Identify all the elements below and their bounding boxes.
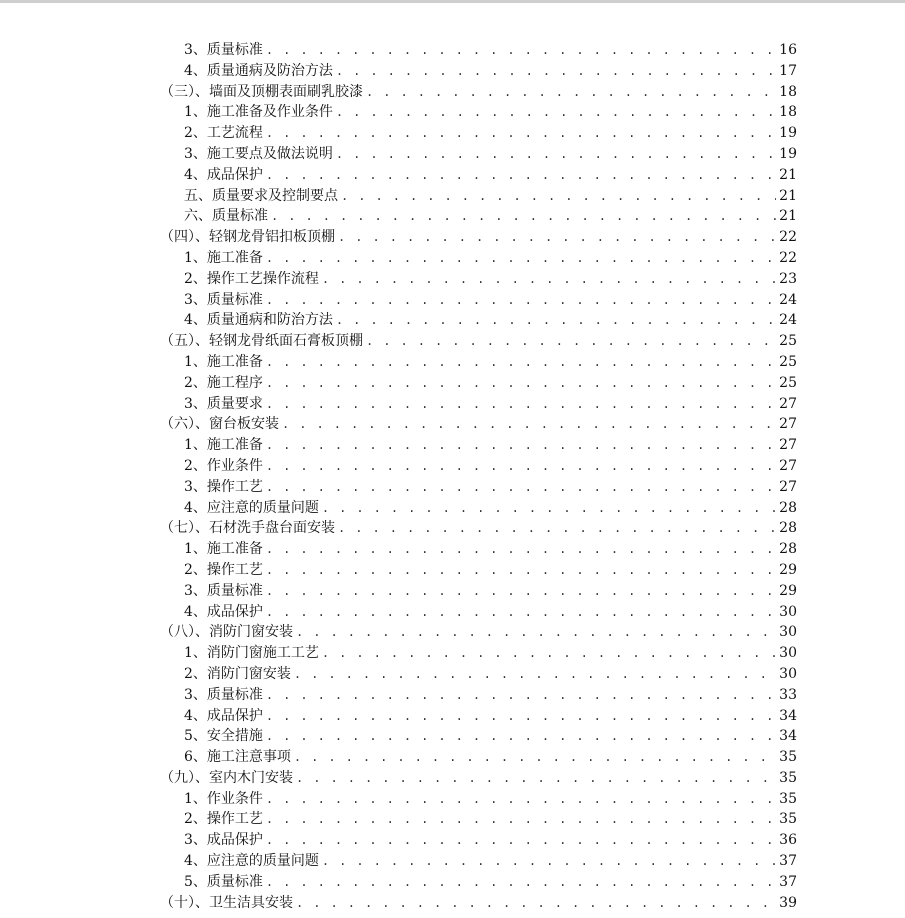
toc-entry-title: 3、质量标准 — [184, 42, 263, 58]
toc-dot-leader — [266, 539, 776, 560]
toc-dot-leader — [266, 872, 776, 893]
toc-dot-leader — [338, 227, 776, 248]
toc-entry-title: （十）、卫生洁具安装 — [160, 894, 293, 911]
toc-entry-title: 4、成品保护 — [184, 166, 263, 183]
toc-dot-leader — [322, 643, 776, 664]
toc-entry-title: 1、施工准备 — [184, 437, 263, 454]
toc-dot-leader — [266, 248, 776, 269]
toc-entry-page-number: 28 — [779, 520, 797, 537]
toc-entry[interactable] — [160, 726, 797, 747]
toc-entry-page-number: 35 — [779, 769, 797, 786]
toc-entry[interactable] — [160, 643, 797, 664]
toc-dot-leader — [266, 706, 776, 727]
toc-entry-page-number: 27 — [779, 457, 797, 474]
toc-entry-page-number: 39 — [779, 894, 797, 911]
toc-entry-page-number: 21 — [779, 166, 797, 183]
toc-dot-leader — [266, 726, 776, 747]
toc-entry-title: 六、质量标准 — [184, 208, 268, 225]
toc-entry-page-number: 36 — [779, 832, 797, 849]
toc-entry-title: 3、操作工艺 — [184, 478, 263, 495]
toc-entry-page-number: 30 — [779, 603, 797, 620]
toc-entry-page-number: 21 — [779, 208, 797, 225]
toc-dot-leader — [266, 685, 776, 706]
toc-entry-page-number: 25 — [779, 333, 797, 350]
toc-dot-leader — [266, 394, 776, 415]
toc-entry-title: 1、施工准备 — [184, 541, 263, 558]
toc-dot-leader — [282, 414, 776, 435]
toc-entry-page-number: 34 — [779, 728, 797, 745]
toc-dot-leader — [366, 82, 776, 103]
toc-entry[interactable] — [160, 144, 797, 165]
toc-entry[interactable] — [160, 539, 797, 560]
toc-dot-leader — [266, 373, 776, 394]
toc-entry-page-number: 21 — [779, 187, 797, 204]
toc-dot-leader — [336, 61, 776, 82]
toc-entry[interactable] — [160, 809, 797, 830]
toc-entry-page-number: 35 — [779, 790, 797, 807]
toc-entry-page-number: 27 — [779, 437, 797, 454]
toc-entry-page-number: 30 — [779, 665, 797, 682]
toc-entry-title: 3、成品保护 — [184, 832, 263, 849]
toc-entry-title: （四）、轻钢龙骨铝扣板顶棚 — [160, 229, 335, 246]
toc-entry-title: 3、质量标准 — [184, 291, 263, 308]
toc-entry-title: （五）、轻钢龙骨纸面石膏板顶棚 — [160, 333, 363, 350]
toc-entry[interactable] — [160, 685, 797, 706]
toc-entry-title: （三）、墙面及顶棚表面刷乳胶漆 — [160, 83, 363, 100]
toc-entry[interactable] — [160, 186, 797, 207]
toc-entry-title: 4、质量通病和防治方法 — [184, 312, 333, 329]
toc-entry-title: 2、操作工艺操作流程 — [184, 270, 319, 287]
toc-entry-page-number: 18 — [779, 83, 797, 100]
toc-entry-page-number: 34 — [779, 707, 797, 724]
toc-entry-title: 3、施工要点及做法说明 — [184, 145, 333, 162]
toc-entry-page-number: 30 — [779, 645, 797, 662]
toc-entry-title: 4、应注意的质量问题 — [184, 853, 319, 870]
toc-entry-page-number: 17 — [779, 62, 797, 79]
page-top-border — [0, 0, 905, 3]
toc-entry[interactable] — [160, 352, 797, 373]
toc-entry-title: 5、安全措施 — [184, 728, 263, 745]
toc-entry-title: 5、质量标准 — [184, 873, 263, 890]
toc-entry[interactable] — [160, 61, 797, 82]
toc-entry-title: 4、成品保护 — [184, 707, 263, 724]
toc-entry[interactable] — [160, 414, 797, 435]
toc-entry[interactable] — [160, 664, 797, 685]
toc-dot-leader — [338, 518, 776, 539]
toc-entry-page-number: 27 — [779, 416, 797, 433]
toc-dot-leader — [336, 102, 776, 123]
toc-entry-page-number: 28 — [779, 499, 797, 516]
toc-entry[interactable] — [160, 206, 797, 227]
toc-entry-title: 2、作业条件 — [184, 457, 263, 474]
toc-entry-title: （九）、室内木门安装 — [160, 769, 293, 786]
toc-dot-leader — [266, 456, 776, 477]
toc-entry-title: 3、质量要求 — [184, 395, 263, 412]
toc-entry-page-number: 19 — [779, 145, 797, 162]
toc-entry[interactable] — [160, 747, 797, 768]
toc-entry[interactable] — [160, 893, 797, 914]
toc-entry-page-number: 30 — [779, 624, 797, 641]
toc-dot-leader — [266, 290, 776, 311]
toc-entry-page-number: 37 — [779, 853, 797, 870]
toc-dot-leader — [266, 123, 776, 144]
toc-dot-leader — [266, 477, 776, 498]
toc-entry-page-number: 25 — [779, 353, 797, 370]
toc-dot-leader — [322, 498, 776, 519]
toc-dot-leader — [266, 560, 776, 581]
toc-entry-page-number: 24 — [779, 291, 797, 308]
toc-entry-title: 五、质量要求及控制要点 — [184, 187, 338, 204]
toc-entry[interactable] — [160, 560, 797, 581]
toc-entry[interactable] — [160, 269, 797, 290]
toc-entry-page-number: 33 — [779, 686, 797, 703]
toc-entry[interactable] — [160, 165, 797, 186]
toc-entry-page-number: 22 — [779, 249, 797, 266]
toc-entry[interactable] — [160, 310, 797, 331]
toc-entry[interactable] — [160, 82, 797, 103]
toc-entry-title: 4、质量通病及防治方法 — [184, 62, 333, 79]
toc-entry-title: 4、应注意的质量问题 — [184, 499, 319, 516]
toc-dot-leader — [336, 310, 776, 331]
toc-entry-page-number: 23 — [779, 270, 797, 287]
toc-entry-title: 3、质量标准 — [184, 582, 263, 599]
toc-dot-leader — [322, 851, 776, 872]
toc-entry-title: 1、施工准备 — [184, 353, 263, 370]
toc-entry[interactable] — [160, 477, 797, 498]
toc-entry[interactable] — [160, 768, 797, 789]
toc-dot-leader — [336, 144, 776, 165]
toc-dot-leader — [266, 789, 776, 810]
toc-entry[interactable] — [160, 248, 797, 269]
toc-entry-page-number: 37 — [779, 873, 797, 890]
toc-entry-page-number: 35 — [779, 749, 797, 766]
table-of-contents — [160, 40, 797, 913]
toc-entry-title: 1、施工准备 — [184, 249, 263, 266]
toc-dot-leader — [296, 893, 776, 914]
toc-entry[interactable] — [160, 435, 797, 456]
toc-entry-page-number: 29 — [779, 561, 797, 578]
toc-entry[interactable] — [160, 394, 797, 415]
toc-entry[interactable] — [160, 40, 797, 61]
toc-entry-title: 6、施工注意事项 — [184, 749, 291, 766]
toc-entry-page-number: 27 — [779, 395, 797, 412]
toc-dot-leader — [294, 747, 776, 768]
toc-entry-page-number: 25 — [779, 374, 797, 391]
toc-entry-title: 2、工艺流程 — [184, 125, 263, 142]
toc-entry[interactable] — [160, 498, 797, 519]
toc-entry-page-number: 24 — [779, 312, 797, 329]
toc-entry[interactable] — [160, 830, 797, 851]
toc-dot-leader — [341, 186, 776, 207]
toc-entry-page-number: 22 — [779, 229, 797, 246]
toc-dot-leader — [266, 40, 776, 61]
toc-dot-leader — [366, 331, 776, 352]
toc-entry[interactable] — [160, 851, 797, 872]
toc-entry[interactable] — [160, 227, 797, 248]
toc-dot-leader — [296, 622, 776, 643]
toc-entry-title: 2、施工程序 — [184, 374, 263, 391]
toc-entry-title: 1、消防门窗施工工艺 — [184, 645, 319, 662]
toc-dot-leader — [271, 206, 776, 227]
toc-entry-title: 1、施工准备及作业条件 — [184, 104, 333, 121]
toc-entry-title: 2、操作工艺 — [184, 811, 263, 828]
toc-entry-title: 2、操作工艺 — [184, 561, 263, 578]
toc-entry-page-number: 16 — [779, 42, 797, 58]
toc-entry-title: （八）、消防门窗安装 — [160, 624, 293, 641]
toc-entry[interactable] — [160, 872, 797, 893]
toc-entry-title: 2、消防门窗安装 — [184, 665, 291, 682]
toc-dot-leader — [266, 602, 776, 623]
toc-entry[interactable] — [160, 622, 797, 643]
toc-entry[interactable] — [160, 602, 797, 623]
toc-entry[interactable] — [160, 373, 797, 394]
toc-entry[interactable] — [160, 123, 797, 144]
toc-dot-leader — [266, 435, 776, 456]
toc-entry-title: 3、质量标准 — [184, 686, 263, 703]
toc-entry-page-number: 29 — [779, 582, 797, 599]
toc-entry-page-number: 18 — [779, 104, 797, 121]
toc-entry[interactable] — [160, 331, 797, 352]
toc-entry-page-number: 27 — [779, 478, 797, 495]
toc-dot-leader — [266, 352, 776, 373]
toc-entry-title: 1、作业条件 — [184, 790, 263, 807]
toc-entry-page-number: 35 — [779, 811, 797, 828]
toc-entry-title: （六）、窗台板安装 — [160, 416, 279, 433]
toc-entry[interactable] — [160, 456, 797, 477]
toc-dot-leader — [266, 165, 776, 186]
toc-entry-page-number: 19 — [779, 125, 797, 142]
toc-entry-title: （七）、石材洗手盘台面安装 — [160, 520, 335, 537]
toc-entry[interactable] — [160, 581, 797, 602]
toc-dot-leader — [294, 664, 776, 685]
toc-entry[interactable] — [160, 102, 797, 123]
toc-entry[interactable] — [160, 290, 797, 311]
toc-dot-leader — [266, 581, 776, 602]
toc-dot-leader — [322, 269, 776, 290]
toc-dot-leader — [266, 809, 776, 830]
toc-entry[interactable] — [160, 518, 797, 539]
toc-dot-leader — [296, 768, 776, 789]
toc-entry-title: 4、成品保护 — [184, 603, 263, 620]
toc-entry[interactable] — [160, 706, 797, 727]
toc-dot-leader — [266, 830, 776, 851]
toc-entry[interactable] — [160, 789, 797, 810]
toc-entry-page-number: 28 — [779, 541, 797, 558]
